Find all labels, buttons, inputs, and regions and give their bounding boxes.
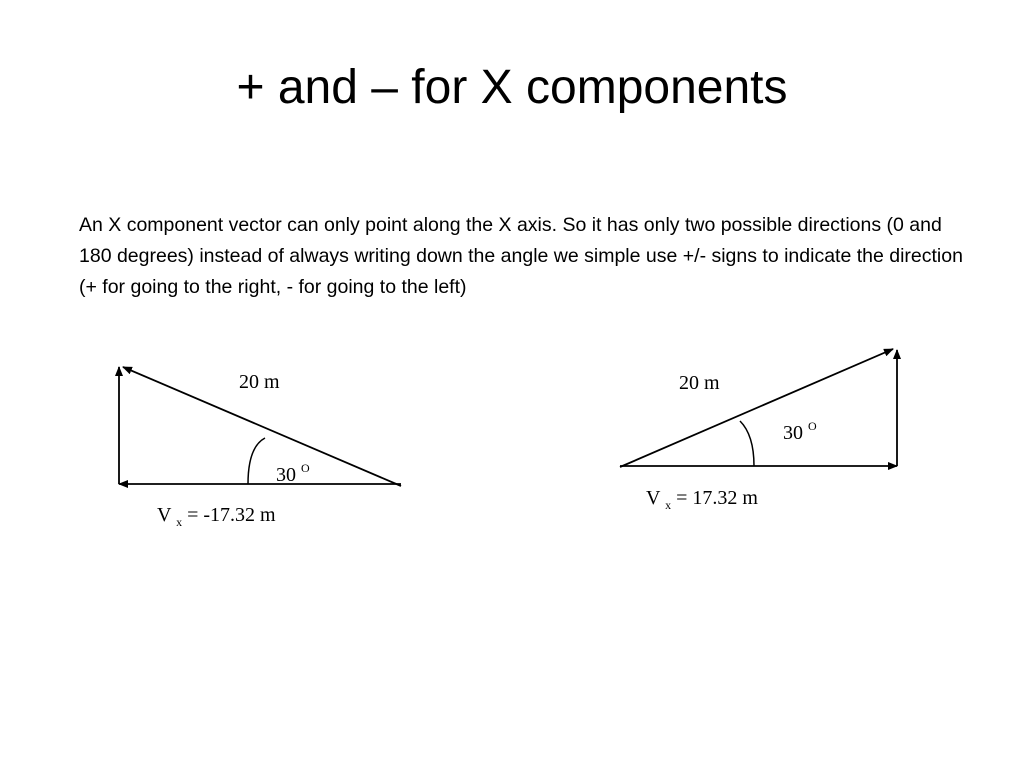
left-component-subscript: x <box>176 515 183 529</box>
left-vector-diagram <box>119 367 401 531</box>
right-degree-symbol: O <box>808 419 817 433</box>
right-angle-value: 30 <box>783 422 803 444</box>
right-component-subscript: x <box>665 498 672 512</box>
left-component-value: = -17.32 m <box>187 504 276 526</box>
left-angle-value: 30 <box>276 464 296 486</box>
left-angle-arc <box>248 438 265 484</box>
left-degree-symbol: O <box>301 461 310 475</box>
right-magnitude-label: 20 m <box>679 372 720 394</box>
left-component-label <box>157 504 276 531</box>
slide-title: + and – for X components <box>236 61 788 114</box>
slide-body-text: An X component vector can only point along the X axis. So it has only two possible directions (0 and 180 degrees) instead of always writing down the angle we simple use +/- signs to indicate the direction (+ for going to the right, - for going to the left) <box>79 214 963 298</box>
left-angle-label <box>276 461 310 486</box>
left-magnitude-label: 20 m <box>239 371 280 393</box>
right-angle-arc <box>740 421 754 466</box>
left-component-symbol: V <box>157 504 172 526</box>
right-component-label <box>646 487 758 514</box>
right-component-value: = 17.32 m <box>676 487 758 509</box>
right-vector-diagram <box>620 349 897 514</box>
right-resultant-vector-arrow <box>620 349 893 467</box>
right-component-symbol: V <box>646 487 661 509</box>
right-angle-label <box>783 419 817 444</box>
